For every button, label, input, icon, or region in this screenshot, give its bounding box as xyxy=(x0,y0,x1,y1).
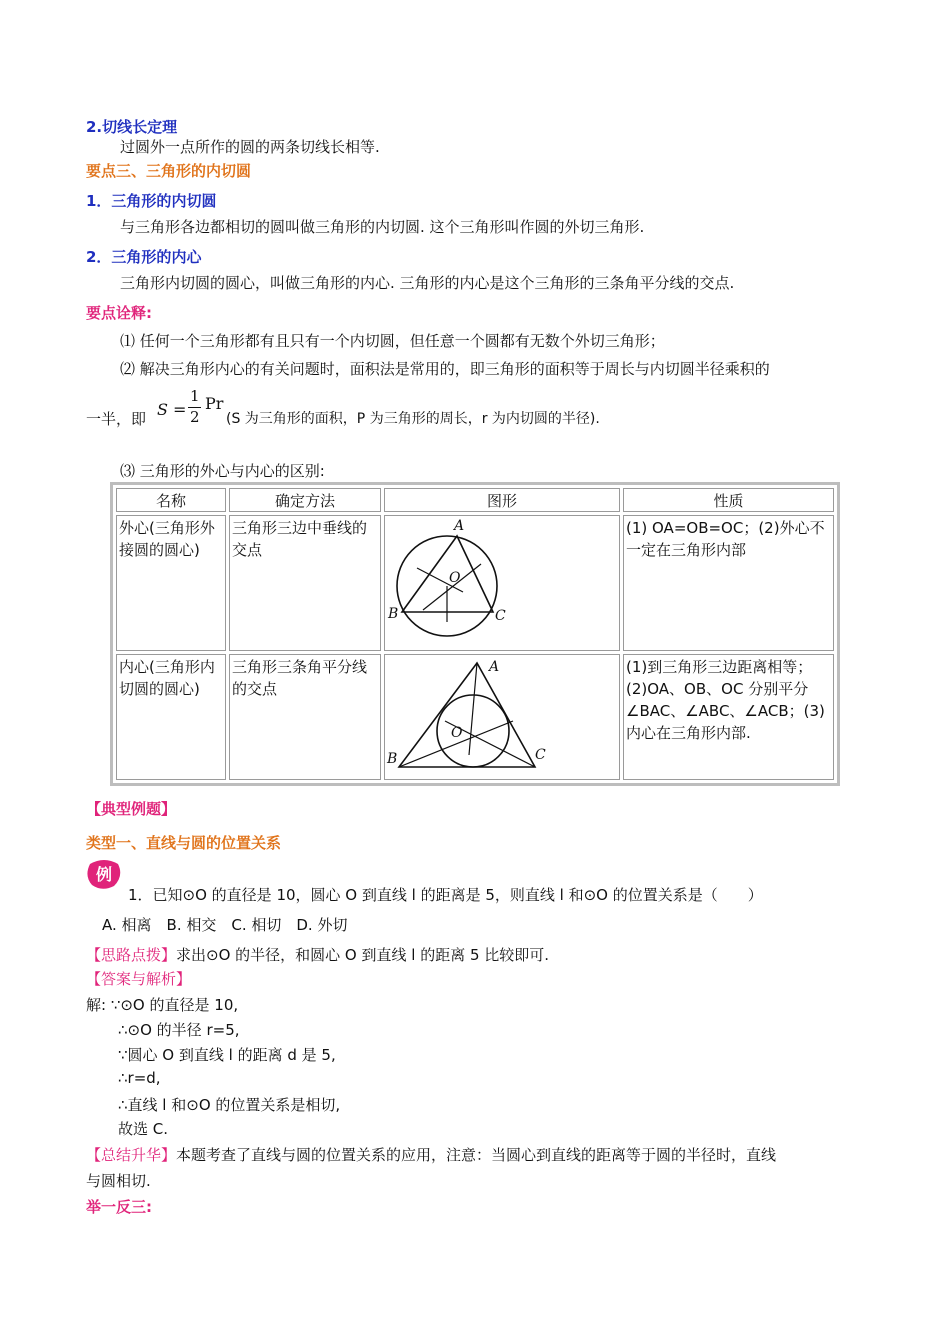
practice-title: 举一反三: xyxy=(86,1198,152,1216)
formula-numerator: 1 xyxy=(190,387,200,405)
vertex-label-c: C xyxy=(535,747,546,763)
header-properties: 性质 xyxy=(623,488,834,512)
hint-label: 【思路点拨】 xyxy=(86,946,177,964)
note-2: ⑵ 解决三角形内心的有关问题时，面积法是常用的，即三角形的面积等于周长与内切圆半径乘积的 xyxy=(120,360,770,378)
triangle-abc xyxy=(399,663,535,767)
incenter-title: 2．三角形的内心 xyxy=(86,248,202,266)
cell-properties: (1) OA=OB=OC；(2)外心不一定在三角形内部 xyxy=(623,515,834,651)
header-method: 确定方法 xyxy=(229,488,381,512)
cell-name: 外心(三角形外接圆的圆心) xyxy=(116,515,226,651)
summary-continued: 与圆相切. xyxy=(86,1172,151,1190)
hint-line xyxy=(86,944,549,965)
example-badge xyxy=(86,858,122,890)
vertex-label-b: B xyxy=(387,751,398,767)
summary-label: 【总结升华】 xyxy=(86,1146,177,1164)
solution-line: ∴直线 l 和⊙O 的位置关系是相切, xyxy=(118,1096,341,1114)
summary-line xyxy=(86,1144,776,1165)
tangent-length-theorem: 过圆外一点所作的圆的两条切线长相等. xyxy=(120,138,380,156)
hint-text: 求出⊙O 的半径，和圆心 O 到直线 l 的距离 5 比较即可. xyxy=(176,946,550,964)
summary-text: 本题考查了直线与圆的位置关系的应用，注意：当圆心到直线的距离等于圆的半径时，直线 xyxy=(176,1146,777,1164)
table-row xyxy=(116,515,834,651)
cell-name: 内心(三角形内切圆的圆心) xyxy=(116,654,226,780)
vertex-label-b: B xyxy=(388,606,399,622)
incircle-definition: 与三角形各边都相切的圆叫做三角形的内切圆. 这个三角形叫作圆的外切三角形. xyxy=(120,218,645,236)
example-badge-label: 例 xyxy=(95,865,113,884)
header-figure: 图形 xyxy=(384,488,620,512)
key-point-3-title: 要点三、三角形的内切圆 xyxy=(86,162,252,180)
cell-figure xyxy=(384,515,620,651)
notes-title: 要点诠释: xyxy=(86,304,152,322)
formula-note: (S 为三角形的面积，P 为三角形的周长，r 为内切圆的半径). xyxy=(226,411,600,427)
formula-lhs: S = xyxy=(157,400,187,419)
table-row xyxy=(116,654,834,780)
vertex-label-a: A xyxy=(489,659,500,675)
note-3: ⑶ 三角形的外心与内心的区别: xyxy=(120,462,325,480)
formula-denominator: 2 xyxy=(190,408,200,426)
section-title-tangent-length: 2.切线长定理 xyxy=(86,118,178,136)
angle-bisector-a xyxy=(469,663,477,755)
solution-line: ∴⊙O 的半径 r=5, xyxy=(118,1021,240,1039)
circumcenter-incenter-table xyxy=(110,482,840,786)
answer-analysis-label: 【答案与解析】 xyxy=(86,970,192,988)
incircle-title: 1．三角形的内切圆 xyxy=(86,192,217,210)
note-1: ⑴ 任何一个三角形都有且只有一个内切圆，但任意一个圆都有无数个外切三角形； xyxy=(120,332,665,350)
vertex-label-c: C xyxy=(495,608,506,624)
circumcircle-figure xyxy=(385,516,619,644)
solution-line: ∴r=d, xyxy=(118,1069,161,1087)
answer-options: A. 相离 B. 相交 C. 相切 D. 外切 xyxy=(102,916,348,934)
formula-rhs: Pr xyxy=(205,394,224,413)
vertex-label-a: A xyxy=(454,518,465,534)
cell-figure xyxy=(384,654,620,780)
cell-properties: (1)到三角形三边距离相等；(2)OA、OB、OC 分别平分∠BAC、∠ABC、∠ACB；(3)内心在三角形内部. xyxy=(623,654,834,780)
solution-line: 故选 C. xyxy=(118,1120,169,1138)
cell-method: 三角形三条角平分线的交点 xyxy=(229,654,381,780)
header-name: 名称 xyxy=(116,488,226,512)
incircle-figure xyxy=(385,655,619,773)
typical-examples-title: 【典型例题】 xyxy=(86,800,177,818)
type-1-title: 类型一、直线与圆的位置关系 xyxy=(86,834,282,852)
incenter-definition: 三角形内切圆的圆心，叫做三角形的内心. 三角形的内心是这个三角形的三条角平分线的交点. xyxy=(120,274,735,292)
center-label-o: O xyxy=(449,570,461,586)
note-2-continued: 一半，即 xyxy=(86,410,147,428)
center-label-o: O xyxy=(451,725,463,741)
solution-line: 解: ∵⊙O 的直径是 10, xyxy=(86,996,239,1014)
solution-line: ∵圆心 O 到直线 l 的距离 d 是 5, xyxy=(118,1046,336,1064)
cell-method: 三角形三边中垂线的交点 xyxy=(229,515,381,651)
example-question-1: 1．已知⊙O 的直径是 10，圆心 O 到直线 l 的距离是 5，则直线 l 和⊙O 的位置关系是（ ） xyxy=(128,886,763,904)
table-header-row xyxy=(116,488,834,512)
